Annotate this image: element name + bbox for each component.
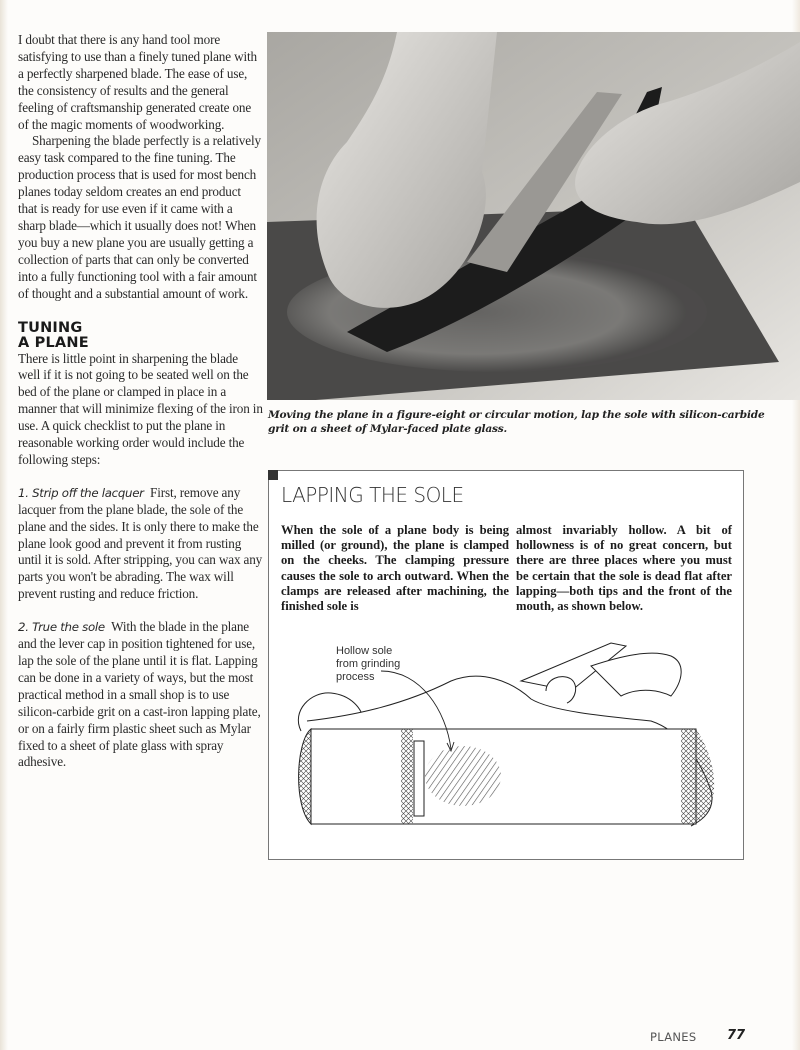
page-number: 77 [727,1028,746,1043]
plane-sole-diagram [271,621,741,851]
lapping-photo-illustration [267,32,800,400]
section-paragraph: There is little point in sharpening the blade well if it is not going to be seated well on the bed of the plane or clamped in place in a manner that will minimize flexing of the iron in use. A quick checklist to put the plane in reasonable working order would include the following steps: [18,350,263,467]
box-column-1: When the sole of a plane body is being milled (or ground), the plane is clamped on the cheeks. The clamping pressure causes the sole to arch outward. When the clamps are released after machining, the finished sole is [281,523,509,614]
lapping-sidebar-box [268,470,744,860]
front-tip-hatch [299,729,311,824]
intro-paragraph-2: Sharpening the blade perfectly is a relatively easy task compared to the fine tuning. The production process that is used for most bench planes today seldom creates an end product that is ready for use even if it came with a sharp blade—which it usually does not! When you buy a new plane you are usually getting a collection of parts that can only be converted into a fully functioning tool with a fair amount of thought and a substantial amount of work. [18,133,261,301]
box-title: LAPPING THE SOLE [281,483,464,507]
lapping-photo [267,32,800,400]
section-heading-line-2: A PLANE [18,334,89,351]
left-text-column [18,32,263,771]
intro-paragraph-1: I doubt that there is any hand tool more satisfying to use than a finely tuned plane with a perfectly sharpened blade. The ease of use, the consistency of results and the general feeling of craftsmanship generated create one of the magic moments of woodworking. [18,32,257,132]
mouth-hatch [401,729,413,824]
running-footer: PLANES [650,1030,697,1044]
diagram-label: Hollow sole from grinding process [336,645,401,683]
hollow-area-hatch [425,746,501,806]
mouth-opening [414,741,424,816]
box-corner-marker [268,470,278,480]
section-heading-line-1: TUNING [18,319,83,336]
photo-caption: Moving the plane in a figure-eight or circular motion, lap the sole with silicon-carbide grit on a sheet of Mylar-faced plate glass. [268,409,765,435]
depth-adjuster [546,677,576,703]
step-1-text: First, remove any lacquer from the plane blade, the sole of the plane and the sides. It is only there to make the plane look good and prevent it from rusting until it is sold. After stripping, you can wax any parts you won't be abrading. The wax will prevent rusting and reduce friction. [18,484,263,602]
step-2-title: 2. True the sole [18,620,105,635]
plane-sole-side [311,729,696,824]
step-1-title: 1. Strip off the lacquer [18,485,144,500]
box-column-2: almost invariably hollow. A bit of hollowness is of no great concern, but there are three places where you must be certain that the sole is dead flat after lapping—both tips and the front of the mouth, as shown below. [516,523,732,614]
step-2-text: With the blade in the plane and the lever cap in position tightened for use, lap the sole of the plane until it is flat. Lapping can be done in a variety of ways, but the most practical method in a small shop is to use silicon-carbide grit on a cast-iron lapping plate, or on a fairly firm plastic sheet such as Mylar fixed to a sheet of plate glass with spray adhesive. [18,619,261,770]
page-gutter-shadow [0,0,8,1050]
step-1 [18,485,263,603]
step-2 [18,619,263,771]
section-heading [18,321,263,351]
